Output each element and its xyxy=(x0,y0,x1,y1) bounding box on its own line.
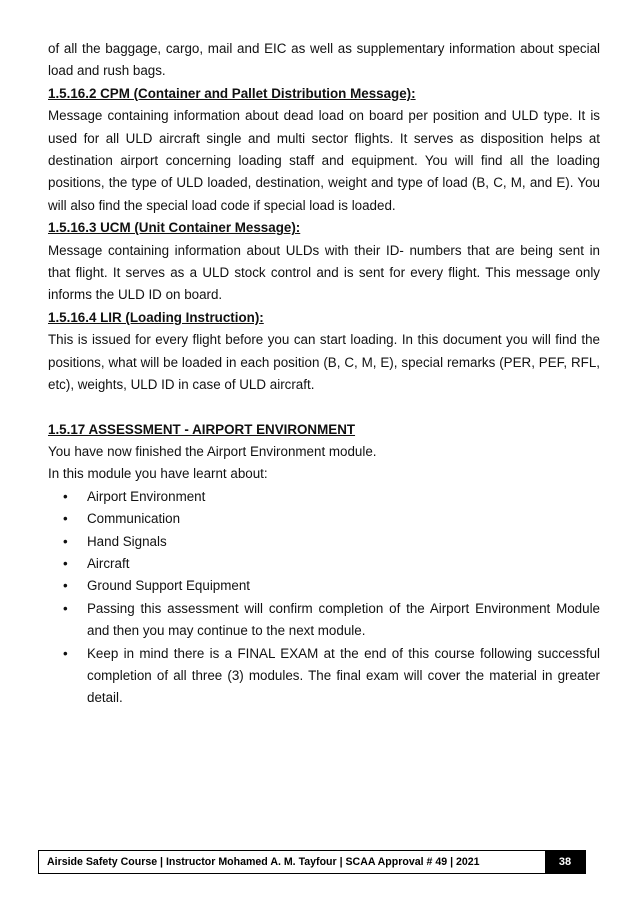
list-item-text: Passing this assessment will confirm completion of the Airport Environment Module and then you may continue to the next module. xyxy=(87,600,600,639)
list-item xyxy=(48,486,600,508)
list-item-text: Aircraft xyxy=(87,555,130,571)
list-item xyxy=(48,575,600,597)
section-body-cpm: Message containing information about dead load on board per position and ULD type. It is used for all ULD aircraft single and multi sector flights. It serves as disposition helps at destination airport concerning loading staff and equipment. You will find all the loading positions, the type of ULD loaded, destination, weight and type of load (B, C, M, and E). You will also find the special load code if special load is loaded. xyxy=(48,108,600,213)
section-heading-ucm: 1.5.16.3 UCM (Unit Container Message): xyxy=(48,220,301,236)
bullet-icon: • xyxy=(63,533,68,549)
assessment-heading: 1.5.17 ASSESSMENT - AIRPORT ENVIRONMENT xyxy=(48,421,356,437)
list-item-text: Communication xyxy=(87,511,181,527)
bullet-icon: • xyxy=(63,645,68,661)
document-page xyxy=(48,38,600,710)
footer-text: Airside Safety Course | Instructor Mohamed A. M. Tayfour | SCAA Approval # 49 | 2021 xyxy=(47,856,480,868)
section-body-ucm: Message containing information about ULDs with their ID- numbers that are being sent in that flight. It serves as a ULD stock control and is sent for every flight. This message only informs the ULD ID on board. xyxy=(48,242,600,303)
page-footer xyxy=(38,850,586,874)
list-item xyxy=(48,508,600,530)
assessment-line-1: You have now finished the Airport Environment module. xyxy=(48,443,377,459)
assessment-list xyxy=(48,486,600,710)
bullet-icon: • xyxy=(63,488,68,504)
bullet-icon: • xyxy=(63,511,68,527)
list-item-text: Hand Signals xyxy=(87,533,167,549)
spacer xyxy=(48,397,600,419)
page-number: 38 xyxy=(545,851,585,873)
list-item-text: Ground Support Equipment xyxy=(87,578,251,594)
list-item xyxy=(48,643,600,710)
assessment-line-2: In this module you have learnt about: xyxy=(48,466,268,482)
bullet-icon: • xyxy=(63,600,68,616)
section-heading-lir: 1.5.16.4 LIR (Loading Instruction): xyxy=(48,309,264,325)
list-item-text: Keep in mind there is a FINAL EXAM at the end of this course following successful completion of all three (3) modules. The final exam will cover the material in greater detail. xyxy=(87,645,600,706)
intro-paragraph: of all the baggage, cargo, mail and EIC as well as supplementary information about special load and rush bags. xyxy=(48,41,600,79)
list-item xyxy=(48,531,600,553)
section-body-lir: This is issued for every flight before you can start loading. In this document you will find the positions, what will be loaded in each position (B, C, M, E), special remarks (PER, PEF, RFL, etc), weights, ULD ID in case of ULD aircraft. xyxy=(48,332,600,393)
list-item xyxy=(48,598,600,643)
section-heading-cpm: 1.5.16.2 CPM (Container and Pallet Distribution Message): xyxy=(48,85,416,101)
bullet-icon: • xyxy=(63,578,68,594)
list-item-text: Airport Environment xyxy=(87,488,206,504)
list-item xyxy=(48,553,600,575)
bullet-icon: • xyxy=(63,555,68,571)
